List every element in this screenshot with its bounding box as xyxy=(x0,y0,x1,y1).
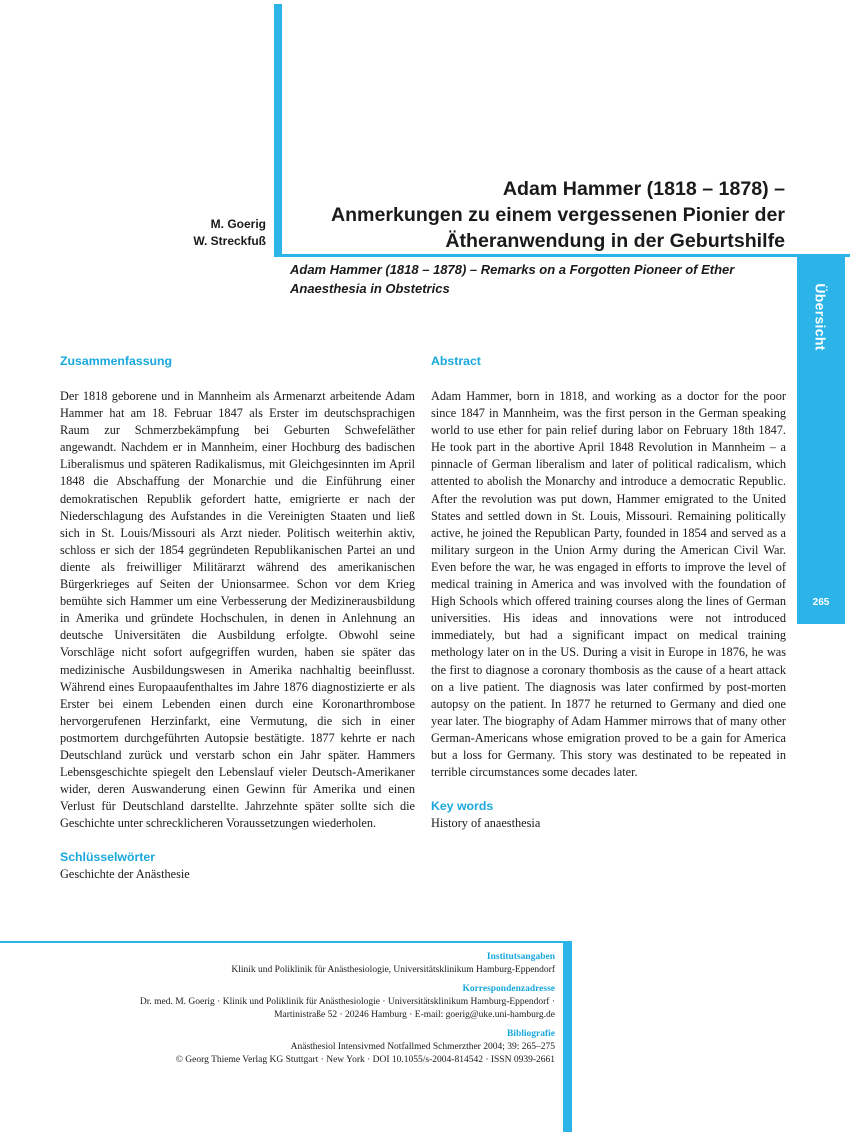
german-keywords-heading: Schlüsselwörter xyxy=(60,850,155,865)
institution-heading: Institutsangaben xyxy=(486,952,555,962)
header-accent-bar xyxy=(274,4,282,254)
bibliography-line: Anästhesiol Intensivmed Notfallmed Schmerzther 2004; 39: 265–275 xyxy=(290,1042,555,1052)
bibliography-heading: Bibliografie xyxy=(506,1029,555,1039)
author-name: M. Goerig xyxy=(210,217,266,231)
english-keywords: History of anaesthesia xyxy=(431,816,541,831)
author-name: W. Streckfuß xyxy=(193,234,266,248)
institution-text: Klinik und Poliklinik für Anästhesiologie, Universitätsklinikum Hamburg-Eppendorf xyxy=(231,965,555,975)
article-info-box xyxy=(20,951,555,1073)
german-keywords: Geschichte der Anästhesie xyxy=(60,867,190,882)
title-line: Ätheranwendung in der Geburtshilfe xyxy=(445,230,785,252)
german-abstract-body: Der 1818 geborene und in Mannheim als Armenarzt arbeitende Adam Hammer hat am 18. Februar 1847 als Erster im deutschsprachigen Raum zur Schmerzbekämpfung bei Geburten Schwefeläther angewandt. Nachdem er in Mannheim, einer Hochburg des badischen Liberalismus und späteren Radikalismus, mit Gleichgesinnten im April 1848 die Abschaffung der Monarchie und die Einführung einer demokratischen Republik gefordert hatte, emigrierte er nach der Niederschlagung des Aufstandes in die Vereinigten Staaten und ließ sich in St. Louis/Missouri als Arzt nieder. Politisch weiterhin aktiv, schloss er sich der 1854 gegründeten Republikanischen Partei an und diente als freiwilliger Militärarzt während des amerikanischen Bürgerkrieges auf Seiten der Unionsarmee. Schon vor dem Krieg bemühte sich Hammer um eine Verbesserung der Medizinerausbildung in Amerika und gründete Hochschulen, in denen in Anlehnung an deutsche Universitäten die Ausbildung erfolgte. Obwohl seine Vorschläge nicht sofort aufgegriffen wurden, haben sie später das medizinische Ausbildungswesen in Amerika nachhaltig beeinflusst. Während eines Europaaufenthaltes im Jahre 1876 diagnostizierte er als Erster bei einem Lebenden einen durch eine Koronarthrombose hervorgerufenen Herzinfarkt, eine Vermutung, die sich in einer postmortem durchgeführten Autopsie bestätigte. 1877 kehrte er nach Deutschland zurück und verstarb schon ein Jahr später. Hammers Lebensgeschichte spiegelt den Lebenslauf vieler Deutsch-Amerikaner wider, deren Auswanderung einen Gewinn für Amerika und einen Verlust für Deutschland darstellte. Jahrzehnte später sollte sich die Geschichte unter schrecklicheren Voraussetzungen wiederholen. xyxy=(60,389,415,831)
correspondence-line: Martinistraße 52 · 20246 Hamburg · E-mail: goerig@uke.uni-hamburg.de xyxy=(274,1010,555,1020)
header-accent-rule xyxy=(274,254,850,257)
page-number: 265 xyxy=(812,597,830,608)
english-abstract-heading: Abstract xyxy=(431,354,481,368)
info-box-rule xyxy=(0,941,572,943)
title-line: Anmerkungen zu einem vergessenen Pionier der xyxy=(330,204,785,226)
german-abstract-column xyxy=(60,353,415,884)
correspondence-line: Dr. med. M. Goerig · Klinik und Poliklinik für Anästhesiologie · Universitätsklinikum Hamburg-Eppendorf · xyxy=(139,997,555,1007)
article-subtitle: Adam Hammer (1818 – 1878) – Remarks on a Forgotten Pioneer of Ether Anaesthesia in Obstetrics xyxy=(290,262,735,296)
correspondence-heading: Korrespondenzadresse xyxy=(462,984,555,994)
english-abstract-column xyxy=(431,353,786,832)
english-keywords-heading: Key words xyxy=(431,799,494,814)
german-abstract-heading: Zusammenfassung xyxy=(60,354,173,368)
info-box-accent-bar xyxy=(563,941,572,1132)
side-tab-label: Übersicht xyxy=(813,283,829,351)
bibliography-line: © Georg Thieme Verlag KG Stuttgart · New York · DOI 10.1055/s-2004-814542 · ISSN 0939-2661 xyxy=(175,1055,555,1065)
english-abstract-body: Adam Hammer, born in 1818, and working as a doctor for the poor since 1847 in Mannheim, was the first person in the German speaking world to use ether for pain relief during labor on February 18th 1847. He took part in the abortive April 1848 Revolution in Mannheim – a pinnacle of German liberalism and later of political radicalism, which attented to abolish the Monarchy and introduce a democratic Republic. After the revolution was put down, Hammer emigrated to the United States and settled down in St. Louis, Missouri. Remaining politically active, he joined the Republican Party, founded in 1854 and served as a military surgeon in the Union Army during the American Civil War. Even before the war, he was engaged in efforts to improve the level of medical training in America and was involved with the foundation of High Schools which offered training courses along the lines of German universities. His ideas and innovations were not introduced immediately, but had a significant impact on medical training methology later on in the US. During a visit in Europe in 1876, he was the first to diagnose a coronary thombosis as the cause of a heart attack on a live patient. The diagnosis was later confirmed by post-morten autopsy on the patient. In 1877 he returned to Germany and died one year later. The biography of Adam Hammer mirrows that of many other German-Americans whose emigration proved to be a gain for America but a loss for Germany. This story was destinated to be repeated in terrible circumstances some decades later. xyxy=(431,389,786,780)
title-line: Adam Hammer (1818 – 1878) – xyxy=(502,178,785,200)
author-list xyxy=(100,216,266,250)
article-title xyxy=(290,176,785,254)
